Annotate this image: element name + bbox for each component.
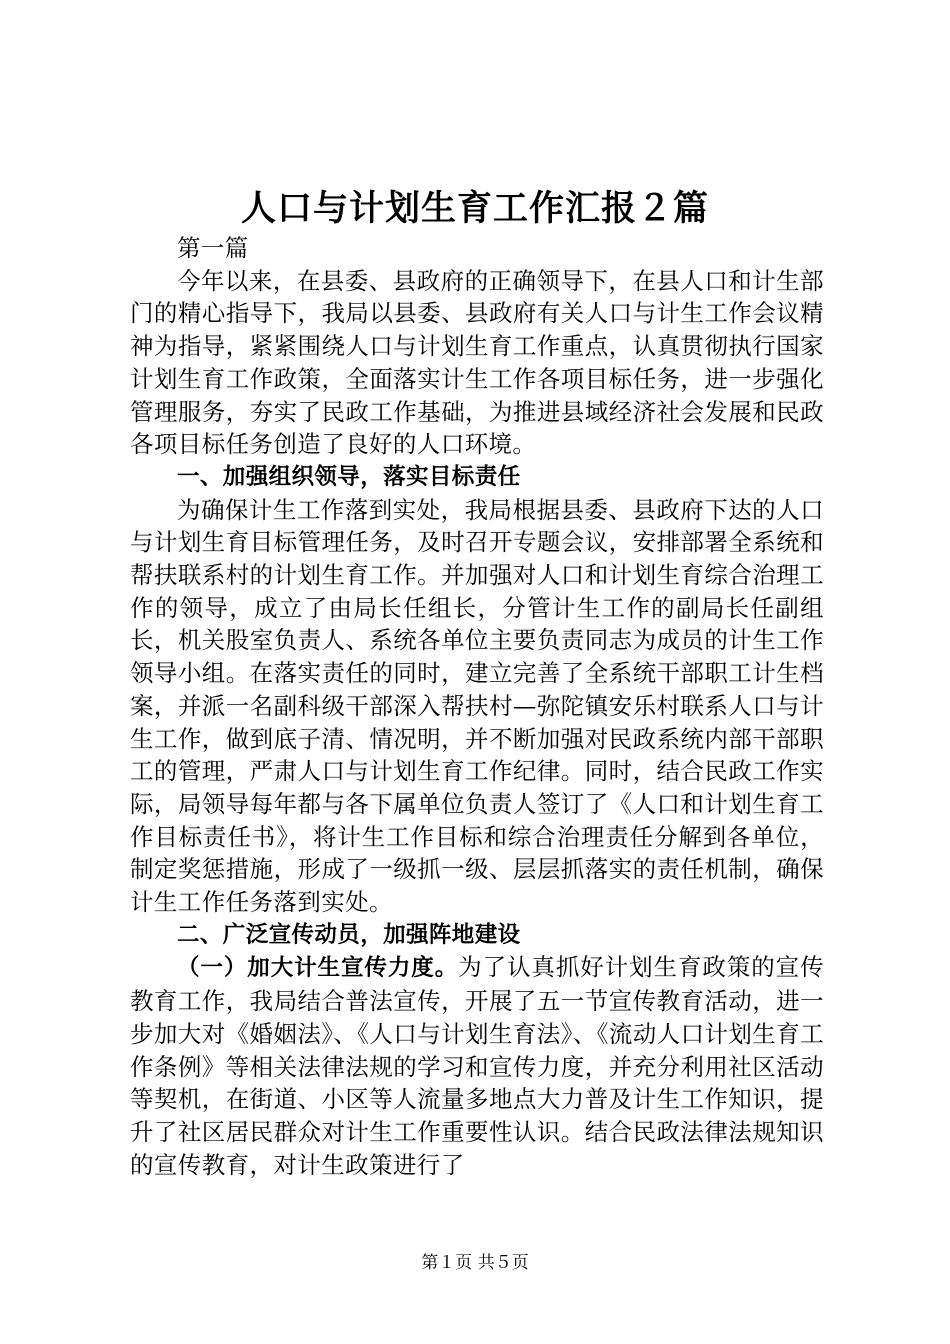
- section-label: 第一篇: [177, 234, 249, 262]
- intro-paragraph: 今年以来，在县委、县政府的正确领导下，在县人口和计生部门的精心指导下，我局以县委、县政府有关人口与计生工作会议精神为指导，紧紧围绕人口与计划生育工作重点，认真贯彻执行国家计划生育工作政策，全面落实计生工作各项目标任务，进一步强化管理服务，夯实了民政工作基础，为推进县域经济社会发展和民政各项目标任务创造了良好的人口环境。: [130, 266, 824, 459]
- section-heading-1: 一、加强组织领导，落实目标责任: [177, 463, 521, 490]
- subheading-1-text: 为了认真抓好计划生育政策的宣传教育工作，我局结合普法宣传，开展了五一节宣传教育活动，进一步加大对《婚姻法》、《人口与计划生育法》、《流动人口计划生育工作条例》等相关法律法规的学习和宣传力度，并充分利用社区活动等契机，在街道、小区等人流量多地点大力普及计生工作知识，提升了社区居民群众对计生工作重要性认识。结合民政法律法规知识的宣传教育，对计生政策进行了: [130, 953, 824, 1179]
- subheading-1: （一）加大计生宣传力度。: [177, 955, 459, 982]
- paragraph-1: 为确保计生工作落到实处，我局根据县委、县政府下达的人口与计划生育目标管理任务，及时召开专题会议，安排部署全系统和帮扶联系村的计划生育工作。并加强对人口和计划生育综合治理工作的领导，成立了由局长任组长，分管计生工作的副局长任副组长，机关股室负责人、系统各单位主要负责同志为成员的计生工作领导小组。在落实责任的同时，建立完善了全系统干部职工计生档案，并派一名副科级干部深入帮扶村—弥陀镇安乐村联系人口与计生工作，做到底子清、情况明，并不断加强对民政系统内部干部职工的管理，严肃人口与计划生育工作纪律。同时，结合民政工作实际，局领导每年都与各下属单位负责人签订了《人口和计划生育工作目标责任书》，将计生工作目标和综合治理责任分解到各单位，制定奖惩措施，形成了一级抓一级、层层抓落实的责任机制，确保计生工作任务落到实处。: [130, 495, 824, 917]
- section-heading-2: 二、广泛宣传动员，加强阵地建设: [177, 921, 521, 948]
- paragraph-2: [130, 951, 824, 1181]
- document-title: 人口与计划生育工作汇报２篇: [240, 188, 709, 229]
- page-footer: 第１页 共５页: [421, 1253, 529, 1273]
- document-body: [130, 232, 824, 1181]
